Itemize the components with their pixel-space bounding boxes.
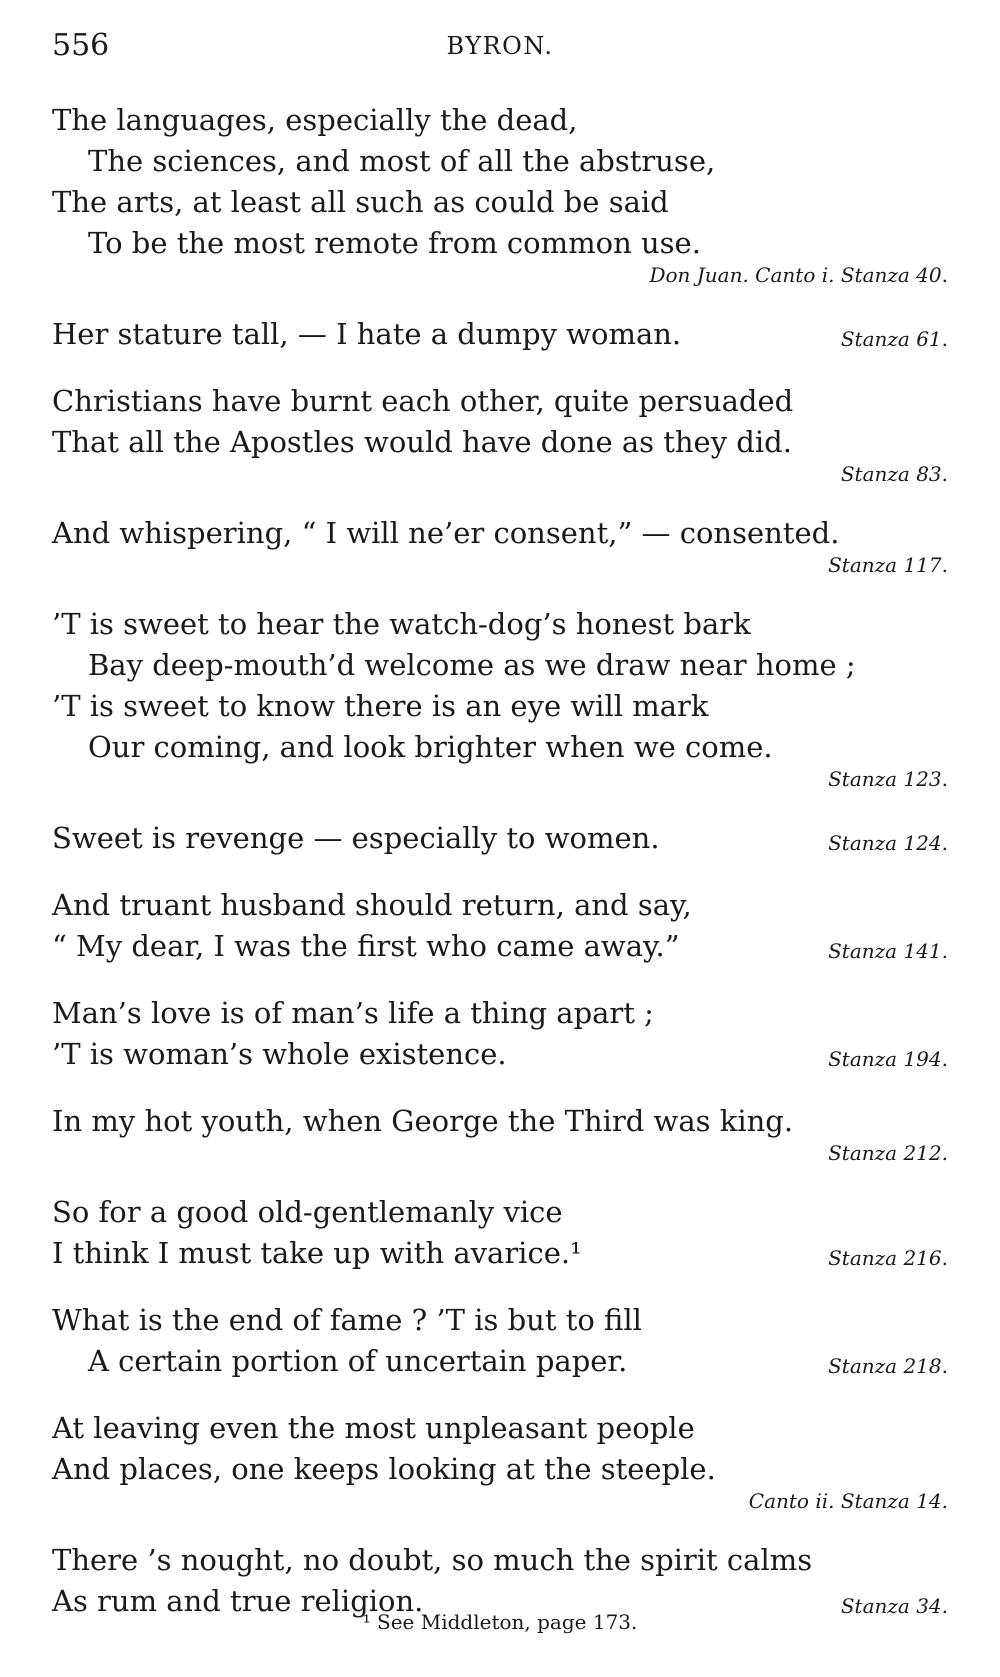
quotation-block [52,100,948,288]
quotation-block [52,818,948,859]
quotation-block [52,1101,948,1166]
verse-line: As rum and true religion. [52,1584,424,1618]
verse-line: I think I must take up with avarice.¹ [52,1236,582,1270]
quotation-block [52,1408,948,1514]
quotation-block [52,314,948,355]
citation-reference: Stanza 117. [828,553,948,577]
footnote: ¹ See Middleton, page 173. [362,1610,638,1634]
verse-line: So for a good old-gentlemanly vice [52,1195,563,1229]
quotation-block [52,604,948,792]
verse-line: And places, one keeps looking at the steeple. [52,1452,716,1486]
verse-line: ’T is woman’s whole existence. [52,1037,507,1071]
quotation-block [52,1192,948,1274]
verse-line: Man’s love is of man’s life a thing apart ; [52,996,654,1030]
page-header [52,28,948,68]
page-number: 556 [52,28,110,63]
citation-reference: Stanza 61. [840,327,948,351]
verse-line: Sweet is revenge — especially to women. [52,821,660,855]
verse-line: The languages, especially the dead, [52,103,578,137]
citation-reference: Stanza 83. [840,462,948,486]
verse-line: In my hot youth, when George the Third was king. [52,1104,794,1138]
verse-line: Christians have burnt each other, quite persuaded [52,384,794,418]
quotation-block [52,885,948,967]
citation-reference: Don Juan. Canto i. Stanza 40. [649,263,948,287]
quotation-block [52,513,948,578]
running-head: BYRON. [446,32,554,60]
quotation-block [52,993,948,1075]
citation-reference: Stanza 212. [828,1141,948,1165]
verse-line: The sciences, and most of all the abstruse, [88,144,716,178]
verse-line: Bay deep-mouth’d welcome as we draw near home ; [88,648,856,682]
citation-reference: Canto ii. Stanza 14. [748,1489,948,1513]
verse-line: “ My dear, I was the first who came away.” [52,929,680,963]
verse-line: What is the end of fame ? ’T is but to fill [52,1303,642,1337]
citation-reference: Stanza 124. [828,831,948,855]
verse-line: And truant husband should return, and say, [52,888,692,922]
verse-line: And whispering, “ I will ne’er consent,” — consented. [52,516,840,550]
verse-line: Our coming, and look brighter when we come. [88,730,773,764]
citation-reference: Stanza 34. [840,1594,948,1618]
verse-line: ’T is sweet to know there is an eye will mark [52,689,709,723]
verse-line: Her stature tall, — I hate a dumpy woman. [52,317,682,351]
quotations-list [52,100,948,1648]
citation-reference: Stanza 123. [828,767,948,791]
verse-line: To be the most remote from common use. [88,226,701,260]
verse-line: There ’s nought, no doubt, so much the spirit calms [52,1543,813,1577]
verse-line: ’T is sweet to hear the watch-dog’s honest bark [52,607,751,641]
quotation-block [52,381,948,487]
verse-line: The arts, at least all such as could be said [52,185,669,219]
citation-reference: Stanza 216. [828,1246,948,1270]
verse-line: A certain portion of uncertain paper. [88,1344,628,1378]
verse-line: That all the Apostles would have done as they did. [52,425,792,459]
citation-reference: Stanza 194. [828,1047,948,1071]
citation-reference: Stanza 141. [828,939,948,963]
citation-reference: Stanza 218. [828,1354,948,1378]
verse-line: At leaving even the most unpleasant people [52,1411,695,1445]
quotation-block [52,1300,948,1382]
